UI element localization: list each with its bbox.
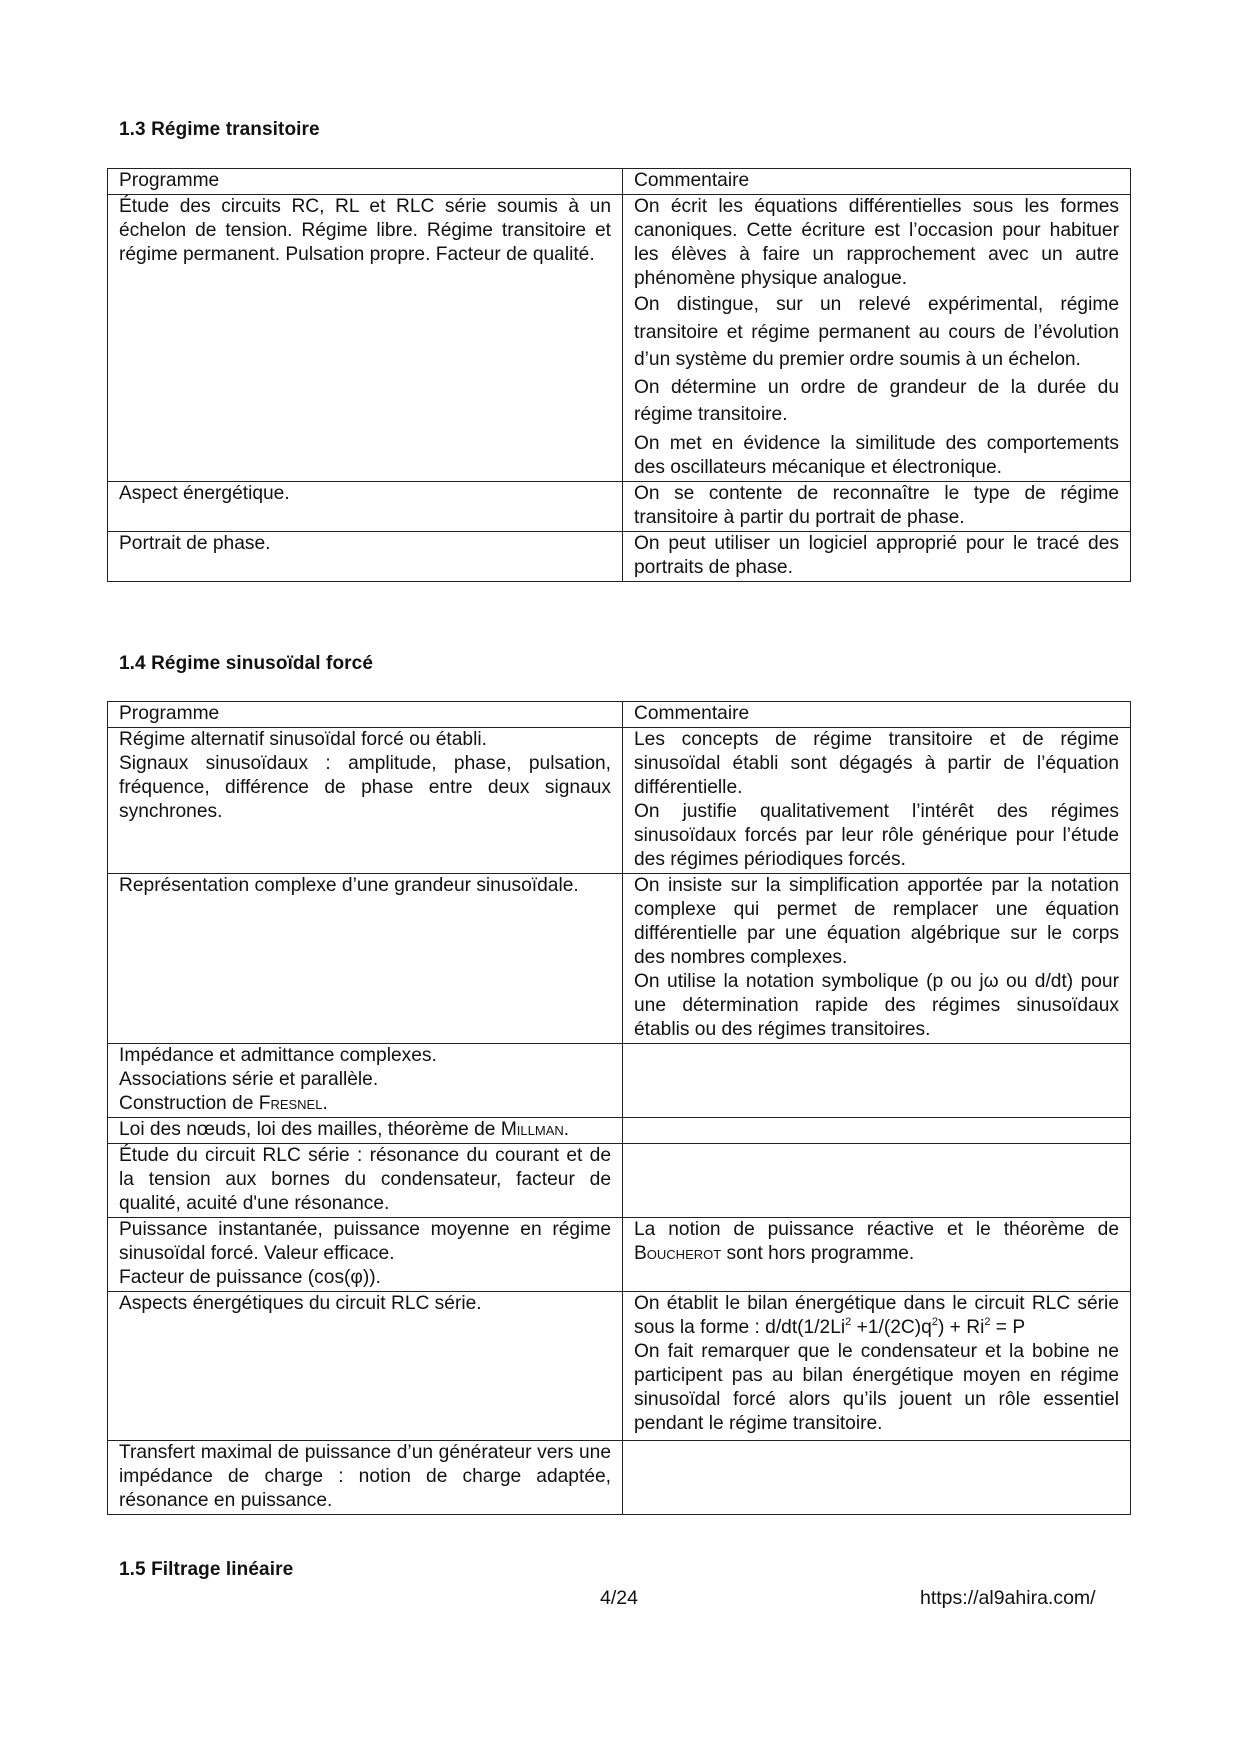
commentaire-text: On peut utiliser un logiciel approprié pour le tracé des portraits de phase. — [634, 532, 1119, 578]
programme-text-suffix: . — [563, 1119, 570, 1140]
cell-commentaire — [623, 1292, 1131, 1441]
cell-programme — [108, 1292, 623, 1441]
table-row — [108, 874, 1131, 1044]
header-commentaire: Commentaire — [623, 169, 1131, 195]
table-row — [108, 1118, 1131, 1144]
programme-text: Puissance instantanée, puissance moyenne en régime sinusoïdal forcé. Valeur efficace. — [119, 1219, 611, 1264]
cell-commentaire — [623, 1218, 1131, 1292]
programme-text — [119, 1092, 611, 1116]
commentaire-text: On insiste sur la simplification apportée par la notation complexe qui permet de remplacer une équation différentielle par une équation algébrique sur le corps des nombres complexes. — [634, 875, 1119, 968]
programme-text: Régime alternatif sinusoïdal forcé ou établi. — [119, 729, 487, 750]
cell-programme — [108, 1218, 623, 1292]
programme-text: Facteur de puissance (cos(φ)). — [119, 1267, 381, 1288]
commentaire-text-suffix: sont hors programme. — [721, 1243, 915, 1264]
cell-commentaire-empty — [623, 1044, 1131, 1118]
programme-text-prefix: Construction de — [119, 1093, 259, 1114]
commentaire-text: On écrit les équations différentielles sous les formes canoniques. Cette écriture est l’occasion pour habituer les élèves à faire un rapprochement avec un autre phénomène physique analogue. — [634, 196, 1119, 289]
cell-commentaire — [623, 728, 1131, 874]
formula-exponent: 2 — [931, 1316, 938, 1328]
commentaire-text: On distingue, sur un relevé expérimental, régime transitoire et régime permanent au cours de l’évolution d’un système du premier ordre soumis à un échelon. — [634, 294, 1119, 370]
cell-commentaire — [623, 874, 1131, 1044]
table-row — [108, 1292, 1131, 1441]
source-url: https://al9ahira.com/ — [920, 1587, 1096, 1609]
cell-commentaire — [623, 531, 1131, 581]
commentaire-text — [634, 1218, 1119, 1266]
author-name-fresnel: Fresnel — [258, 1093, 323, 1114]
author-name-boucherot: Boucherot — [634, 1243, 722, 1264]
programme-text: Représentation complexe d’une grandeur sinusoïdale. — [119, 875, 579, 896]
commentaire-text-prefix: La notion de puissance réactive et le théorème de — [634, 1219, 1119, 1240]
formula-exponent: 2 — [845, 1316, 852, 1328]
programme-text: Signaux sinusoïdaux : amplitude, phase, pulsation, fréquence, différence de phase entre deux signaux synchrones. — [119, 753, 611, 822]
formula-part: = P — [990, 1317, 1026, 1338]
cell-commentaire — [623, 481, 1131, 531]
table-row — [108, 1144, 1131, 1218]
programme-text: Associations série et parallèle. — [119, 1069, 379, 1090]
cell-programme — [108, 531, 623, 581]
table-regime-sinusoidal — [107, 701, 1131, 1515]
commentaire-text: On se contente de reconnaître le type de régime transitoire à partir du portrait de phase. — [634, 482, 1119, 528]
programme-text — [119, 1118, 611, 1142]
section-title-1-4: 1.4 Régime sinusoïdal forcé — [119, 653, 374, 674]
commentaire-text: On fait remarquer que le condensateur et la bobine ne participent pas au bilan énergétique moyen en régime sinusoïdal forcé alors qu’ils jouent un rôle essentiel pendant le régime transitoire. — [634, 1341, 1119, 1434]
header-programme: Programme — [108, 702, 623, 728]
table-row — [108, 1441, 1131, 1515]
table-header-row — [108, 169, 1131, 195]
formula-part: ) + Ri — [937, 1317, 985, 1338]
programme-text: Étude du circuit RLC série : résonance du courant et de la tension aux bornes du condensateur, facteur de qualité, acuité d'une résonance. — [119, 1145, 611, 1214]
section-title-1-5: 1.5 Filtrage linéaire — [119, 1559, 294, 1580]
cell-commentaire-empty — [623, 1144, 1131, 1218]
programme-text: Impédance et admittance complexes. — [119, 1045, 437, 1066]
programme-text-suffix: . — [322, 1093, 328, 1114]
cell-programme — [108, 1441, 623, 1515]
formula-part: On établit le bilan énergétique dans le circuit RLC série sous la forme : d/dt(1/2Li — [634, 1293, 1119, 1338]
author-name-millman: Millman — [500, 1119, 564, 1140]
table-row — [108, 481, 1131, 531]
commentaire-text: On utilise la notation symbolique (p ou jω ou d/dt) pour une détermination rapide des régimes sinusoïdaux établis ou des régimes transitoires. — [634, 971, 1119, 1040]
programme-text: Étude des circuits RC, RL et RLC série soumis à un échelon de tension. Régime libre. Régime transitoire et régime permanent. Pulsation propre. Facteur de qualité. — [119, 196, 611, 265]
programme-text: Portrait de phase. — [119, 532, 271, 554]
commentaire-text: On détermine un ordre de grandeur de la durée du régime transitoire. — [634, 376, 1119, 425]
cell-programme — [108, 1044, 623, 1118]
section-title-1-3: 1.3 Régime transitoire — [119, 119, 320, 140]
energy-balance-formula — [634, 1292, 1119, 1340]
formula-exponent: 2 — [984, 1316, 991, 1328]
cell-commentaire — [623, 195, 1131, 482]
cell-programme — [108, 1118, 623, 1144]
table-row — [108, 1218, 1131, 1292]
table-row — [108, 531, 1131, 581]
formula-part: +1/(2C)q — [851, 1317, 932, 1338]
table-header-row — [108, 702, 1131, 728]
table-row — [108, 195, 1131, 482]
cell-commentaire-empty — [623, 1441, 1131, 1515]
table-row — [108, 1044, 1131, 1118]
commentaire-text: On justifie qualitativement l’intérêt des régimes sinusoïdaux forcés par leur rôle générique pour l’étude des régimes périodiques forcés. — [634, 801, 1119, 870]
cell-programme — [108, 728, 623, 874]
programme-text: Aspects énergétiques du circuit RLC série. — [119, 1293, 482, 1314]
cell-programme — [108, 195, 623, 482]
cell-programme — [108, 1144, 623, 1218]
page-number: 4/24 — [600, 1587, 638, 1609]
cell-programme — [108, 481, 623, 531]
header-commentaire: Commentaire — [623, 702, 1131, 728]
commentaire-text: Les concepts de régime transitoire et de régime sinusoïdal établi sont dégagés à partir de l’équation différentielle. — [634, 729, 1119, 798]
table-row — [108, 728, 1131, 874]
cell-programme — [108, 874, 623, 1044]
programme-text: Aspect énergétique. — [119, 482, 290, 504]
commentaire-text: On met en évidence la similitude des comportements des oscillateurs mécanique et électronique. — [634, 432, 1119, 478]
cell-commentaire-empty — [623, 1118, 1131, 1144]
programme-text-prefix: Loi des nœuds, loi des mailles, théorème de — [119, 1119, 501, 1140]
table-regime-transitoire — [107, 168, 1131, 582]
header-programme: Programme — [108, 169, 623, 195]
programme-text: Transfert maximal de puissance d’un générateur vers une impédance de charge : notion de charge adaptée, résonance en puissance. — [119, 1442, 611, 1511]
